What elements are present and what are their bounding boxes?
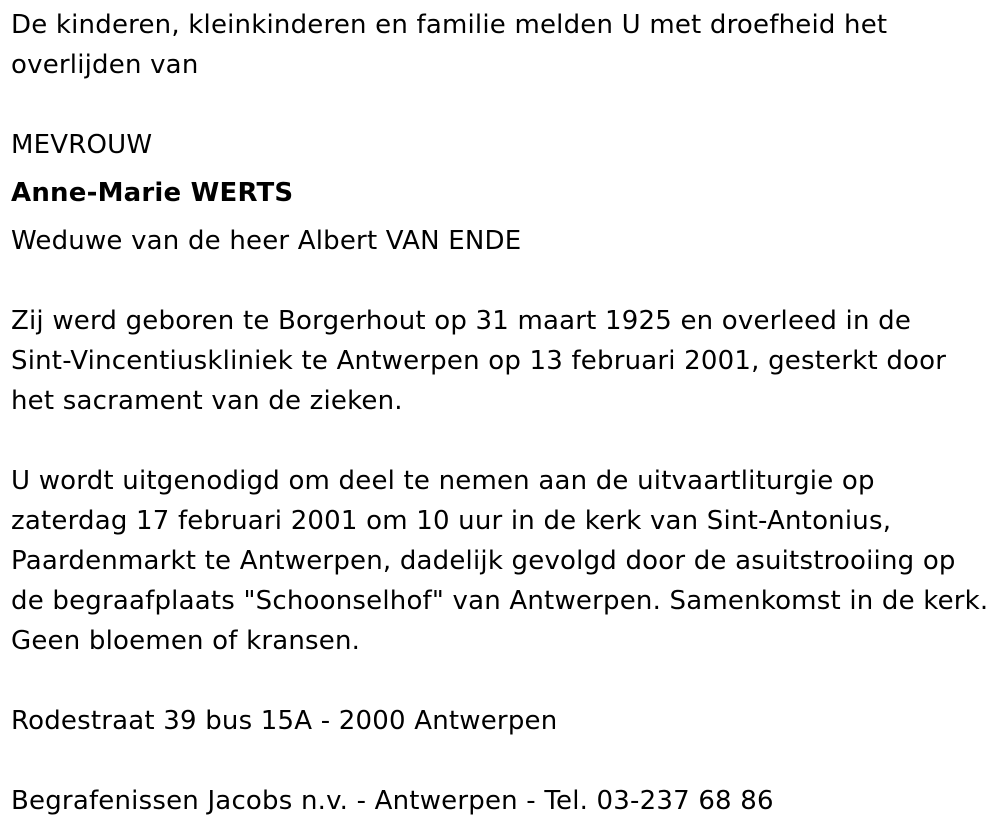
funeral-line-3: Paardenmarkt te Antwerpen, dadelijk gevolgd door de asuitstrooiing op	[11, 546, 956, 576]
funeral-line-2: zaterdag 17 februari 2001 om 10 uur in de kerk van Sint-Antonius,	[11, 506, 892, 536]
intro-line-1: De kinderen, kleinkinderen en familie melden U met droefheid het	[11, 10, 888, 40]
funeral-line-5: Geen bloemen of kransen.	[11, 626, 361, 656]
deceased-name: Anne-Marie WERTS	[11, 178, 294, 208]
undertaker-info: Begrafenissen Jacobs n.v. - Antwerpen - Tel. 03-237 68 86	[11, 786, 774, 816]
funeral-line-4: de begraafplaats "Schoonselhof" van Antwerpen. Samenkomst in de kerk.	[11, 586, 989, 616]
birth-death-line-2: Sint-Vincentiuskliniek te Antwerpen op 13 februari 2001, gesterkt door	[11, 346, 947, 376]
intro-line-2: overlijden van	[11, 50, 199, 80]
spouse-line: Weduwe van de heer Albert VAN ENDE	[11, 226, 522, 256]
deceased-title: MEVROUW	[11, 130, 153, 160]
birth-death-line-3: het sacrament van de zieken.	[11, 386, 403, 416]
birth-death-line-1: Zij werd geboren te Borgerhout op 31 maart 1925 en overleed in de	[11, 306, 912, 336]
family-address: Rodestraat 39 bus 15A - 2000 Antwerpen	[11, 706, 558, 736]
funeral-line-1: U wordt uitgenodigd om deel te nemen aan de uitvaartliturgie op	[11, 466, 875, 496]
